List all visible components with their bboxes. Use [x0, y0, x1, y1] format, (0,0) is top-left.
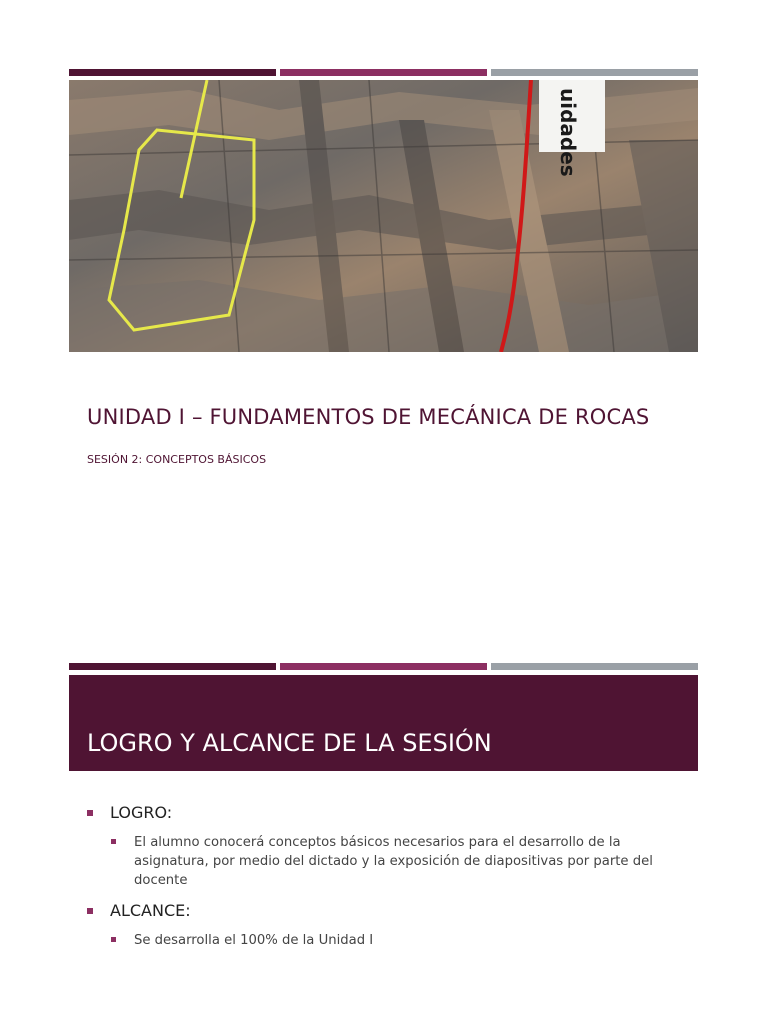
- rock-outcrop-photo: [69, 80, 698, 352]
- banner-title: LOGRO Y ALCANCE DE LA SESIÓN: [87, 729, 492, 757]
- slide-subtitle: SESIÓN 2: CONCEPTOS BÁSICOS: [87, 453, 267, 466]
- sub-bullet: [87, 931, 687, 950]
- square-bullet-icon: [87, 908, 93, 914]
- bullet-alcance: [87, 901, 687, 920]
- accent-bar-magenta: [280, 69, 487, 76]
- sub-bullet-text: Se desarrolla el 100% de la Unidad I: [134, 933, 374, 948]
- accent-bar-magenta: [280, 663, 487, 670]
- title-banner: [69, 675, 698, 771]
- bullet-label: LOGRO:: [110, 803, 173, 822]
- bullet-logro: [87, 803, 687, 822]
- slide-title: UNIDAD I – FUNDAMENTOS DE MECÁNICA DE ROCAS: [87, 405, 650, 429]
- accent-bars-top: [69, 69, 698, 76]
- sub-bullet: [87, 833, 687, 890]
- square-bullet-icon: [87, 810, 93, 816]
- square-bullet-icon: [111, 839, 116, 844]
- square-bullet-icon: [111, 937, 116, 942]
- accent-bars-slide2: [69, 663, 698, 670]
- sub-bullet-text: El alumno conocerá conceptos básicos necesarios para el desarrollo de la asignatura, por medio del dictado y la exposición de diapositivas por parte del docente: [134, 835, 653, 888]
- bullet-content: [87, 800, 687, 950]
- accent-bar-gray: [491, 663, 698, 670]
- accent-bar-plum: [69, 69, 276, 76]
- accent-bar-gray: [491, 69, 698, 76]
- accent-bar-plum: [69, 663, 276, 670]
- photo-sign-text: uidades: [556, 88, 580, 177]
- bullet-label: ALCANCE:: [110, 901, 191, 920]
